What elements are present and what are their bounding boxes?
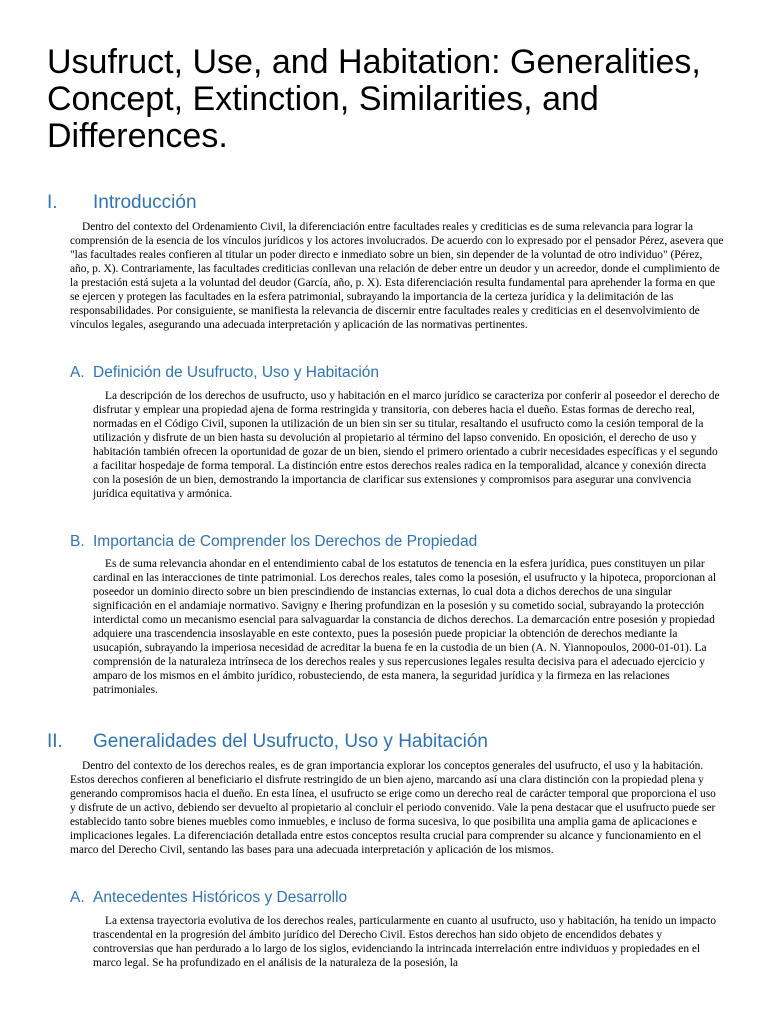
subsection-heading-definicion [70,364,730,382]
subsection-number: A. [70,364,85,381]
subsection-title: Definición de Usufructo, Uso y Habitación [93,364,380,381]
section-title: Introducción [93,192,197,213]
section-heading-generalidades [47,731,727,753]
body-paragraph: Dentro del contexto de los derechos reales, es de gran importancia explorar los conceptos generales del usufructo, el uso y la habitación. Estos derechos confieren al beneficiario el disfrute restringido de un bien ajeno, marcando así una clara distinción con la propiedad plena y generando compromisos hacia el dueño. En esta línea, el usufructo se erige como un derecho real de carácter temporal que proporciona el uso y disfrute de un activo, debiendo ser devuelto al propietario al concluir el periodo convenido. Vale la pena destacar que el usufructo puede ser establecido tanto sobre bienes muebles como inmuebles, e incluso de forma sucesiva, lo que posibilita una amplia gama de aplicaciones e implicaciones legales. La diferenciación detallada entre estos conceptos resulta crucial para comprender su alcance y funcionamiento en el marco del Derecho Civil, sentando las bases para una adecuada interpretación y aplicación de los mismos. [70,760,716,856]
subsection-heading-importancia [70,533,730,551]
body-paragraph: Es de suma relevancia ahondar en el entendimiento cabal de los estatutos de tenencia en la esfera jurídica, pues constituyen un pilar cardinal en las interacciones de tinte patrimonial. Los derechos reales, tales como la posesión, el usufructo y la hipoteca, proporcionan al poseedor un dominio directo sobre un bien prescindiendo de instancias externas, lo cual dota a dichos derechos de una singular significación en el andamiaje normativo. Savigny e Ihering profundizan en la posesión y su cometido social, subrayando la protección interdictal como un mecanismo esencial para salvaguardar la constancia de dichos derechos. La demarcación entre posesión y propiedad adquiere una trascendencia insoslayable en este contexto, pues la posesión puede propiciar la obtención de derechos mediante la usucapión, subrayando la imperiosa necesidad de acreditar la buena fe en la custodia de un bien (A. N. Yiannopoulos, 2000-01-01). La comprensión de la naturaleza intrínseca de los derechos reales y sus repercusiones legales resulta decisiva para el adecuado ejercicio y amparo de los mismos en el ámbito jurídico, robusteciendo, de esta manera, la seguridad jurídica y la firmeza en las relaciones patrimoniales. [93,558,717,696]
section-title: Generalidades del Usufructo, Uso y Habitación [93,731,488,752]
subsection-heading-antecedentes [70,889,730,907]
subsection-number: B. [70,533,85,550]
body-paragraph: La extensa trayectoria evolutiva de los derechos reales, particularmente en cuanto al usufructo, uso y habitación, ha tenido un impacto trascendental en la progresión del ámbito jurídico del Derecho Civil. Estos derechos han sido objeto de encendidos debates y controversias que han perdurado a lo largo de los siglos, evidenciando la intrincada interrelación entre individuos y propiedades en el marco legal. Se ha profundizado en el análisis de la naturaleza de la posesión, la [93,915,717,969]
subsection-title: Importancia de Comprender los Derechos de Propiedad [93,533,478,550]
section-number: I. [47,192,58,213]
subsection-number: A. [70,889,85,906]
section-number: II. [47,731,63,752]
subsection-title: Antecedentes Históricos y Desarrollo [93,889,348,906]
document-title: Usufruct, Use, and Habitation: Generalities, Concept, Extinction, Similarities, and Differences. [47,43,701,155]
section-heading-introduccion [47,192,727,214]
body-paragraph: La descripción de los derechos de usufructo, uso y habitación en el marco jurídico se caracteriza por conferir al poseedor el derecho de disfrutar y emplear una propiedad ajena de forma restringida y transitoria, con deberes hacia el dueño. Estas formas de derecho real, normadas en el Código Civil, suponen la utilización de un bien sin ser su titular, resaltando el usufructo como la cesión temporal de la utilización y disfrute de un bien hasta su devolución al propietario al término del lapso convenido. En oposición, el derecho de uso y habitación también ofrecen la oportunidad de gozar de un bien, siendo el primero orientado a cubrir necesidades específicas y el segundo a facilitar hospedaje de forma temporal. La distinción entre estos derechos reales radica en la temporalidad, alcance y conexión directa con la posesión de un bien, demostrando la importancia de clarificar sus extensiones y compromisos para asegurar una convivencia jurídica equitativa y armónica. [93,390,720,500]
body-paragraph: Dentro del contexto del Ordenamiento Civil, la diferenciación entre facultades reales y crediticias es de suma relevancia para lograr la comprensión de la esencia de los vínculos jurídicos y los actores involucrados. De acuerdo con lo expresado por el pensador Pérez, asevera que "las facultades reales confieren al titular un poder directo e inmediato sobre un bien, sin depender de la voluntad de otro individuo" (Pérez, año, p. X). Contrariamente, las facultades crediticias conllevan una relación de deber entre un deudor y un acreedor, donde el cumplimiento de la prestación está sujeta a la voluntad del deudor (García, año, p. X). Esta diferenciación resulta fundamental para aprehender la forma en que se ejercen y protegen las facultades en la esfera patrimonial, subrayando la importancia de la certeza jurídica y la delimitación de las responsabilidades. Por consiguiente, se manifiesta la relevancia de discernir entre facultades reales y crediticias en el desenvolvimiento de vínculos legales, asegurando una adecuada interpretación y aplicación de las normativas pertinentes. [70,221,724,331]
